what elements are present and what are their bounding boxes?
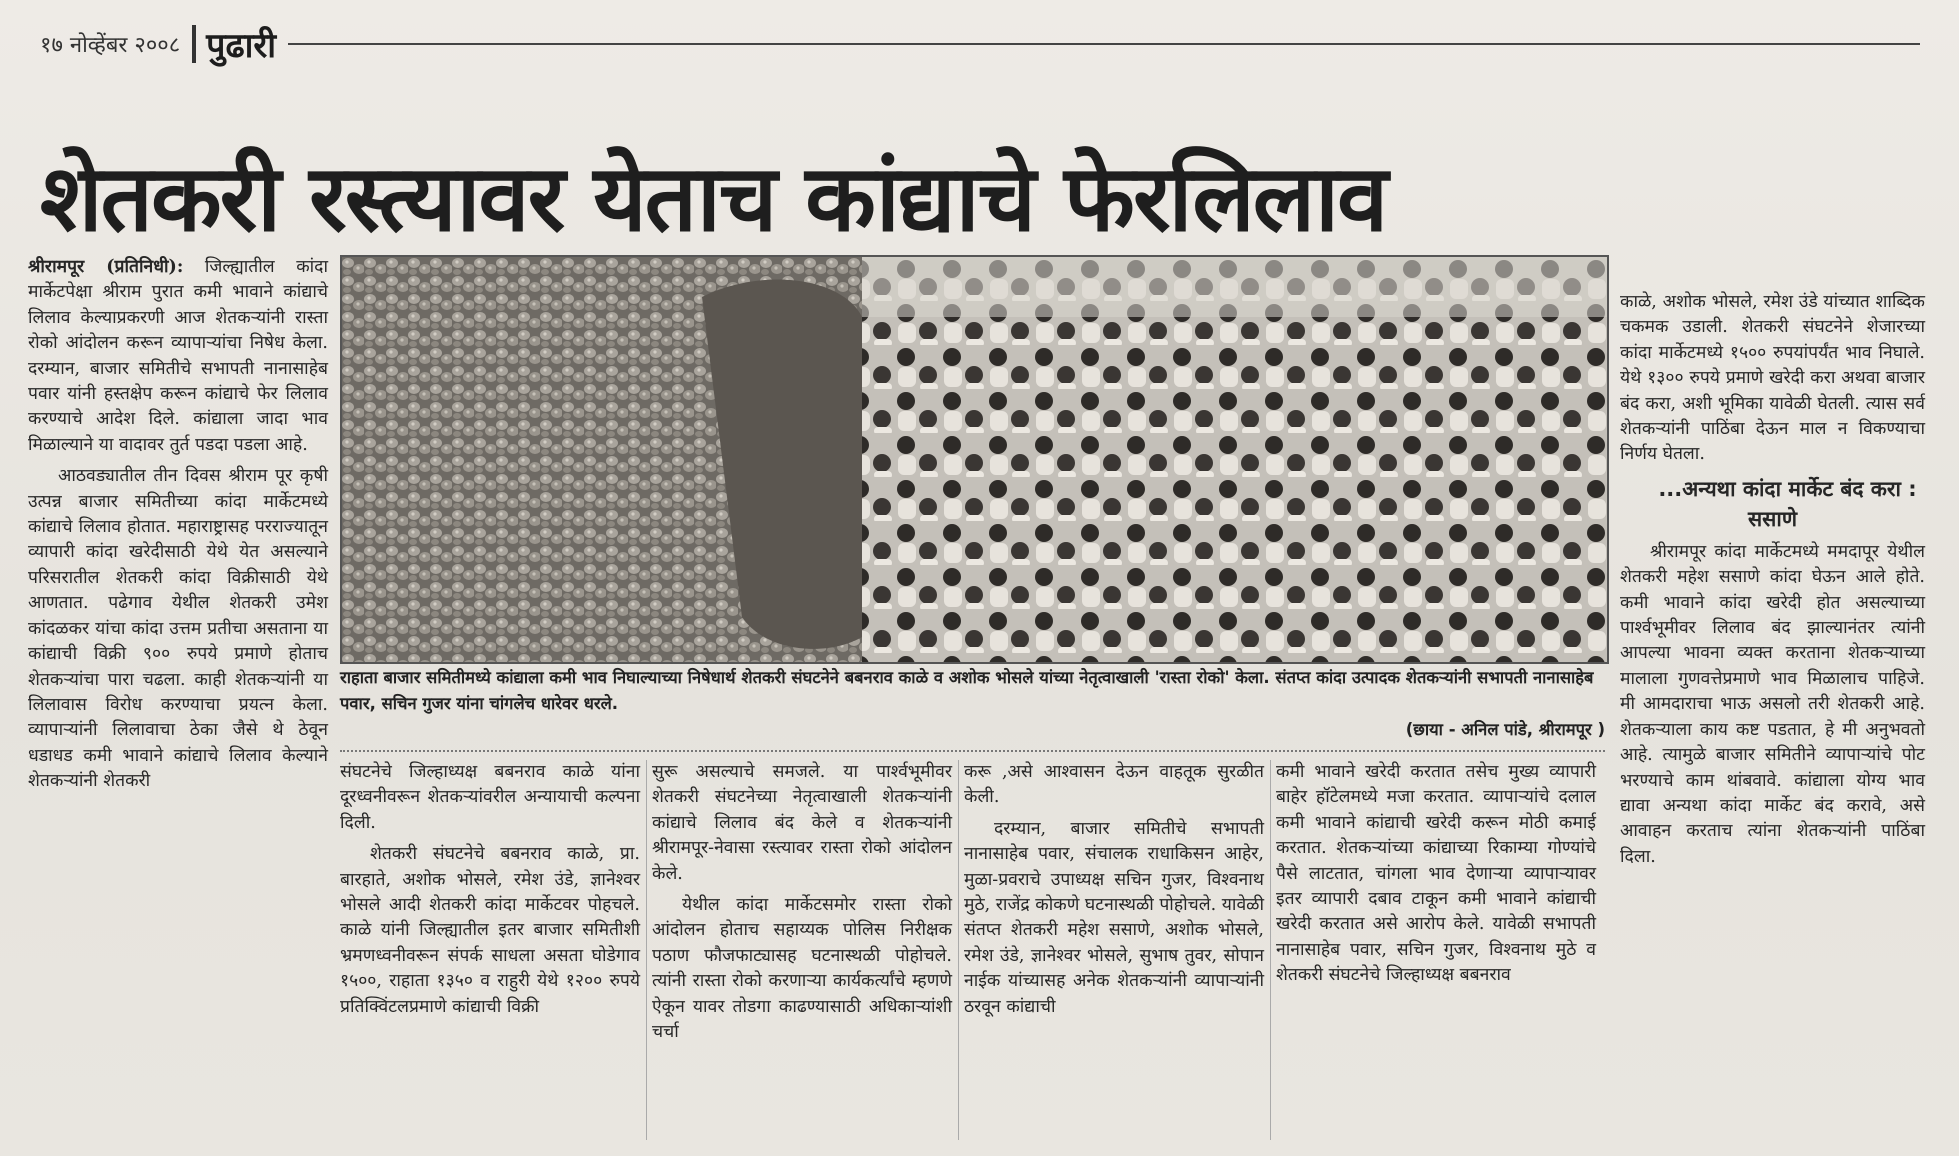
col1-paragraph-2: शेतकरी संघटनेचे बबनराव काळे, प्रा. बारहाते, अशोक भोसले, रमेश उंडे, ज्ञानेश्वर भोसले आदी शेतकरी कांदा मार्केटवर पोहचले. काळे यांनी जिल्ह्यातील इतर बाजार समितीशी भ्रमणध्वनीवरून संपर्क साधला असता घोडेगाव १५००, राहाता १३५० व राहुरी येथे १२०० रुपये प्रतिक्विंटलप्रमाणे कांद्याची विक्री xyxy=(340,844,640,1017)
photo-illustration xyxy=(342,257,1607,662)
right-column xyxy=(1620,290,1925,1140)
news-photo xyxy=(340,255,1609,664)
masthead-separator xyxy=(192,25,196,63)
bottom-column-4 xyxy=(1276,760,1596,1140)
left-paragraph-1: जिल्ह्यातील कांदा मार्केटपेक्षा श्रीराम पुरात कमी भावाने कांद्याचे लिलाव केल्याप्रकरणी आज शेतकऱ्यांनी रास्ता रोको आंदोलन करून व्यापाऱ्यांचा निषेध केला. दरम्यान, बाजार समितीचे सभापती नानासाहेब पवार यांनी हस्तक्षेप करून कांद्याचे फेर लिलाव करण्याचे आदेश दिले. कांद्याला जादा भाव मिळाल्याने या वादावर तुर्त पडदा पडला आहे. xyxy=(28,257,328,455)
caption-line-1: राहाता बाजार समितीमध्ये कांद्याला कमी भाव निघाल्याच्या निषेधार्थ शेतकरी संघटनेने बबनराव काळे व अशोक भोसले यांच्या नेतृत्वाखाली 'रास्ता रोको' केला. xyxy=(340,668,1270,687)
photo-caption xyxy=(340,665,1605,745)
col2-paragraph-1: सुरू असल्याचे समजले. या पार्श्वभूमीवर शेतकरी संघटनेच्या नेतृत्वाखाली शेतकऱ्यांनी कांद्याचे लिलाव बंद केले व शेतकऱ्यांनी श्रीरामपूर-नेवासा रस्त्यावर रास्ता रोको आंदोलन केले. xyxy=(652,762,952,884)
section-divider xyxy=(340,750,1605,752)
left-paragraph-2: आठवड्यातील तीन दिवस श्रीराम पूर कृषी उत्पन्न बाजार समितीच्या कांदा मार्केटमध्ये कांद्याचे लिलाव होतात. महाराष्ट्रासह परराज्यातून व्यापारी कांदा खरेदीसाठी येथे येत असल्याने परिसरातील शेतकरी कांदा विक्रीसाठी येथे आणतात. पढेगाव येथील शेतकरी उमेश कांदळकर यांचा कांदा उत्तम प्रतीचा असताना या कांद्याची विक्री ९०० रुपये प्रमाणे होताच शेतकऱ्यांचा पारा चढला. काही शेतकऱ्यांनी या लिलावास विरोध करण्याचा प्रयत्न केला. व्यापाऱ्यांनी लिलावाचा ठेका जैसे थे ठेवून धडाधड कमी भावाने कांद्याचे लिलाव केल्याने शेतकऱ्यांनी शेतकरी xyxy=(28,466,328,792)
col1-paragraph-1: संघटनेचे जिल्हाध्यक्ष बबनराव काळे यांना दूरध्वनीवरून शेतकऱ्यांवरील अन्यायाची कल्पना दिली. xyxy=(340,762,640,833)
col4-paragraph-1: कमी भावाने खरेदी करतात तसेच मुख्य व्यापारी बाहेर हॉटेलमध्ये मजा करतात. व्यापाऱ्यांचे दलाल कमी भावाने कांद्याची खरेदी करून मोठी कमाई करतात. शेतकऱ्यांच्या कांद्याच्या रिकाम्या गोण्यांचे पैसे लाटतात, चांगला भाव देणाऱ्या व्यापाऱ्यावर इतर व्यापारी दबाव टाकून कमी भावाने कांद्याची खरेदी करतात असे आरोप केले. यावेळी सभापती नानासाहेब पवार, सचिन गुजर, विश्वनाथ मुठे व शेतकरी संघटनेचे जिल्हाध्यक्ष बबनराव xyxy=(1276,762,1596,986)
col2-paragraph-2: येथील कांदा मार्केटसमोर रास्ता रोको आंदोलन होताच सहाय्यक पोलिस निरीक्षक पठाण फौजफाट्यासह घटनास्थळी पोहोचले. त्यांनी रास्ता रोको करणाऱ्या कार्यकर्त्यांचे म्हणणे ऐकून यावर तोडगा काढण्यासाठी अधिकाऱ्यांशी चर्चा xyxy=(652,895,952,1043)
col3-paragraph-1: करू ,असे आश्वासन देऊन वाहतूक सुरळीत केली. xyxy=(964,762,1264,808)
right-paragraph-1: काळे, अशोक भोसले, रमेश उंडे यांच्यात शाब्दिक चकमक उडाली. शेतकरी संघटनेने शेजारच्या कांदा मार्केटमध्ये १५०० रुपयांपर्यंत भाव निघाले. येथे १३०० रुपये प्रमाणे खरेदी करा अथवा बाजार बंद करा, अशी भूमिका यावेळी घेतली. त्यास सर्व शेतकऱ्यांनी पाठिंबा देऊन माल न विकण्याचा निर्णय घेतला. xyxy=(1620,292,1925,465)
masthead xyxy=(40,18,1920,70)
bottom-column-3 xyxy=(964,760,1264,1140)
left-column xyxy=(28,255,328,1135)
dateline-paragraph xyxy=(28,255,328,458)
headline: शेतकरी रस्त्यावर येताच कांद्याचे फेरलिलाव xyxy=(40,145,1387,252)
dateline: श्रीरामपूर (प्रतिनिधी): xyxy=(28,257,184,277)
caption-line-2: संतप्त कांदा उत्पादक शेतकऱ्यांनी सभापती नानासाहेब पवार, सचिन गुजर यांना चांगलेच धारेवर धरले. xyxy=(340,668,1594,713)
column-rule xyxy=(1270,760,1271,1140)
column-rule xyxy=(958,760,959,1140)
bottom-column-2 xyxy=(652,760,952,1140)
newspaper-name: पुढारी xyxy=(206,26,277,66)
subheading: ...अन्यथा कांदा मार्केट बंद करा : ससाणे xyxy=(1658,476,1917,531)
bottom-column-1 xyxy=(340,760,640,1140)
issue-date: १७ नोव्हेंबर २००८ xyxy=(40,33,181,58)
masthead-rule xyxy=(288,43,1920,45)
photo-credit: (छाया - अनिल पांडे, श्रीरामपूर ) xyxy=(1405,720,1605,739)
column-rule xyxy=(646,760,647,1140)
col3-paragraph-2: दरम्यान, बाजार समितीचे सभापती नानासाहेब पवार, संचालक राधाकिसन आहेर, मुळा-प्रवराचे उपाध्यक्ष सचिन गुजर, विश्वनाथ मुठे, राजेंद्र कोकणे घटनास्थळी पोहोचले. यावेळी संतप्त शेतकरी महेश ससाणे, अशोक भोसले, रमेश उंडे, ज्ञानेश्वर भोसले, सुभाष तुवर, सोपान नाईक यांच्यासह अनेक शेतकऱ्यांनी व्यापाऱ्यांनी ठरवून कांद्याची xyxy=(964,818,1265,1017)
right-paragraph-2: श्रीरामपूर कांदा मार्केटमध्ये ममदापूर येथील शेतकरी महेश ससाणे कांदा घेऊन आले होते. कमी भावाने कांदा खरेदी होत असल्याच्या पार्श्वभूमीवर लिलाव बंद झाल्यानंतर त्यांनी आपल्या भावना व्यक्त करताना शेतकऱ्याच्या मालाला गुणवत्तेप्रमाणे भाव मिळालाच पाहिजे. मी आमदाराचा भाऊ असलो तरी शेतकरी आहे. शेतकऱ्याला काय कष्ट पडतात, हे मी अनुभवतो आहे. त्यामुळे बाजार समितीने व्यापाऱ्यांचे पोट भरण्याचे काम थांबवावे. कांद्याला योग्य भाव द्यावा अन्यथा कांदा मार्केट बंद करावे, असे आवाहन करताच त्यांना शेतकऱ्यांनी पाठिंबा दिला. xyxy=(1620,541,1925,867)
